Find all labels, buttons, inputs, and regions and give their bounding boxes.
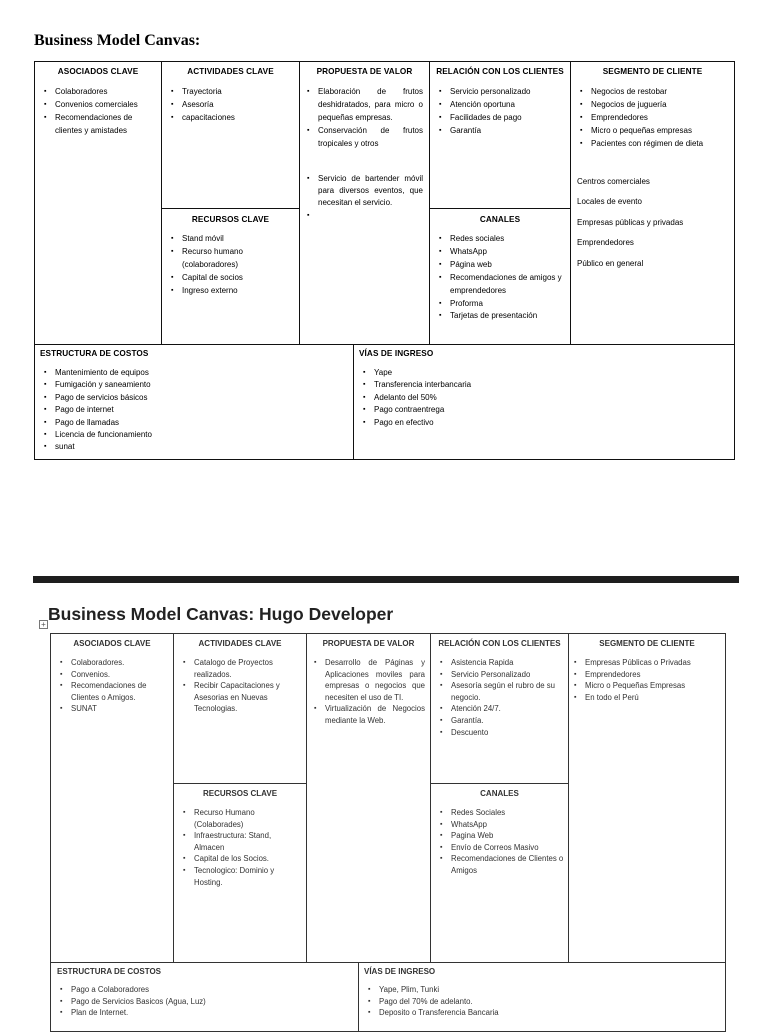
list-item: ▪ Atención oportuna	[450, 99, 570, 112]
list-item: ▪ Yape	[374, 367, 734, 379]
c2-actividades-list	[174, 657, 306, 715]
c2-vias-ingreso	[358, 962, 726, 1032]
list-item: ▪ Garantía	[450, 125, 570, 138]
list-item: ▪ Recibir Capacitaciones y Asesorias en Nuevas Tecnologias.	[194, 680, 302, 715]
list-item: ▪ Licencia de funcionamiento	[55, 429, 353, 441]
segment-line: Empresas públicas y privadas	[577, 217, 684, 227]
canvas2-title: Business Model Canvas: Hugo Developer	[48, 604, 394, 624]
list-item: ▪ Atención 24/7.	[451, 703, 564, 715]
c2-relacion-clientes	[430, 633, 569, 784]
list-item: ▪ Ingreso externo	[182, 285, 295, 298]
list-item: ▪ Empresas Públicas o Privadas	[585, 657, 725, 669]
c1-canales	[429, 208, 571, 345]
c1-segmento-extra	[571, 176, 734, 270]
c1-segmento-heading: SEGMENTO DE CLIENTE	[602, 67, 703, 76]
c1-recursos-clave	[161, 208, 300, 345]
c1-actividades-list	[162, 86, 299, 125]
list-item: ▪ Negocios de juguería	[591, 99, 734, 112]
c2-canales	[430, 783, 569, 963]
list-item: ▪ Deposito o Transferencia Bancaria	[379, 1007, 725, 1019]
list-item: ▪ Catalogo de Proyectos realizados.	[194, 657, 302, 680]
list-item: ▪ Tarjetas de presentación	[450, 310, 566, 323]
c1-recursos-heading: RECURSOS CLAVE	[191, 215, 270, 224]
list-item: ▪ Asistencia Rapida	[451, 657, 564, 669]
list-item: ▪ Tecnologico: Dominio y Hosting.	[194, 865, 302, 888]
c2-costos-heading: ESTRUCTURA DE COSTOS	[57, 967, 162, 976]
c2-ingresos-list	[359, 984, 725, 1019]
c2-asociados-clave	[50, 633, 174, 963]
list-item: ▪ Emprendedores	[585, 669, 725, 681]
c2-ingresos-heading: VÍAS DE INGRESO	[364, 967, 436, 976]
list-item: ▪ Pago en efectivo	[374, 417, 734, 429]
list-item: ▪ Recomendaciones de amigos y emprendedores	[450, 272, 566, 298]
canvas1-title: Business Model Canvas:	[34, 32, 201, 49]
list-item: ▪ Conservación de frutos tropicales y otros	[318, 125, 423, 151]
segment-line: Locales de evento	[577, 197, 642, 207]
list-item: ▪ capacitaciones	[182, 112, 299, 125]
c1-propuesta-list-2	[300, 173, 429, 222]
c1-propuesta-heading: PROPUESTA DE VALOR	[316, 67, 413, 76]
list-item: ▪ Recomendaciones de Clientes o Amigos	[451, 853, 564, 876]
c1-canales-heading: CANALES	[479, 215, 521, 224]
list-item: ▪ Asesoría	[182, 99, 299, 112]
c2-segmento-cliente	[568, 633, 726, 963]
list-item: ▪ Facilidades de pago	[450, 112, 570, 125]
list-item: ▪ En todo el Perú	[585, 692, 725, 704]
c2-estructura-costos	[50, 962, 359, 1032]
c2-costos-list	[51, 984, 358, 1019]
list-item: ▪ sunat	[55, 441, 353, 453]
c2-segmento-list	[569, 657, 725, 703]
list-item: ▪ Transferencia interbancaria	[374, 379, 734, 391]
c2-canales-list	[431, 807, 568, 877]
list-item: ▪ Descuento	[451, 727, 564, 739]
c2-propuesta-heading: PROPUESTA DE VALOR	[322, 639, 415, 648]
c1-segmento-list	[571, 86, 734, 151]
c1-costos-list	[35, 367, 353, 454]
c2-relacion-list	[431, 657, 568, 738]
list-item: ▪ Virtualización de Negocios mediante la Web.	[325, 703, 425, 726]
c2-recursos-list	[174, 807, 306, 888]
list-item: ▪ Servicio de bartender móvil para diversos eventos, que necesitan el servicio.	[318, 173, 423, 210]
list-item: ▪ Garantía.	[451, 715, 564, 727]
list-item: ▪ Stand móvil	[182, 233, 295, 246]
list-item: ▪ Pago de internet	[55, 404, 353, 416]
c1-propuesta-list	[300, 86, 429, 151]
list-item: ▪ SUNAT	[71, 703, 169, 715]
list-item: ▪ WhatsApp	[451, 819, 564, 831]
c2-asociados-list	[51, 657, 173, 715]
c2-actividades-heading: ACTIVIDADES CLAVE	[198, 639, 282, 648]
c1-costos-heading: ESTRUCTURA DE COSTOS	[40, 349, 149, 358]
list-item: ▪ Proforma	[450, 298, 566, 311]
list-item: ▪ Recurso Humano (Colaborades)	[194, 807, 302, 830]
c1-asociados-heading: ASOCIADOS CLAVE	[57, 67, 139, 76]
list-item: ▪ Desarrollo de Páginas y Aplicaciones moviles para empresas o negocios que necesiten el uso de TI.	[325, 657, 425, 703]
list-item: ▪ Fumigación y saneamiento	[55, 379, 353, 391]
c2-asociados-heading: ASOCIADOS CLAVE	[73, 639, 151, 648]
list-item: ▪ Convenios comerciales	[55, 99, 157, 112]
list-item: ▪ Pacientes con régimen de dieta	[591, 138, 734, 151]
list-item: ▪ Página web	[450, 259, 566, 272]
list-item: ▪ Convenios.	[71, 669, 169, 681]
list-item: ▪ Capital de los Socios.	[194, 853, 302, 865]
list-item: ▪ Colaboradores	[55, 86, 157, 99]
list-item: ▪ Recomendaciones de Clientes o Amigos.	[71, 680, 169, 703]
list-item: ▪ Colaboradores.	[71, 657, 169, 669]
list-item: ▪ Pago de llamadas	[55, 417, 353, 429]
c2-propuesta-list	[307, 657, 430, 727]
list-item: ▪ Elaboración de frutos deshidratados, para micro o pequeñas empresas.	[318, 86, 423, 125]
list-item: ▪ Pago de servicios básicos	[55, 392, 353, 404]
c2-recursos-heading: RECURSOS CLAVE	[202, 789, 278, 798]
list-item: ▪ Redes sociales	[450, 233, 566, 246]
list-item: ▪ Emprendedores	[591, 112, 734, 125]
list-item: ▪ Pagina Web	[451, 830, 564, 842]
c2-actividades-clave	[173, 633, 307, 784]
list-item: ▪ Pago a Colaboradores	[71, 984, 358, 996]
c1-actividades-heading: ACTIVIDADES CLAVE	[187, 67, 274, 76]
list-item: ▪ Pago contraentrega	[374, 404, 734, 416]
c2-segmento-heading: SEGMENTO DE CLIENTE	[599, 639, 695, 648]
list-item: ▪ Pago del 70% de adelanto.	[379, 996, 725, 1008]
c2-relacion-heading: RELACIÓN CON LOS CLIENTES	[438, 639, 561, 648]
list-item: ▪ Redes Sociales	[451, 807, 564, 819]
list-item: ▪ Recurso humano (colaboradores)	[182, 246, 295, 272]
c1-propuesta-valor	[299, 61, 430, 345]
c1-actividades-clave	[161, 61, 300, 209]
c1-recursos-list	[162, 233, 299, 298]
list-item: ▪ Capital de socios	[182, 272, 295, 285]
c1-vias-ingreso	[353, 344, 735, 460]
list-item: ▪ Recomendaciones de clientes y amistades	[55, 112, 157, 138]
list-item: ▪ Pago de Servicios Basicos (Agua, Luz)	[71, 996, 358, 1008]
list-item: ▪ Infraestructura: Stand, Almacen	[194, 830, 302, 853]
c1-relacion-heading: RELACIÓN CON LOS CLIENTES	[436, 67, 564, 76]
segment-line: Centros comerciales	[577, 176, 650, 186]
list-item: ▪ WhatsApp	[450, 246, 566, 259]
c1-relacion-clientes	[429, 61, 571, 209]
list-item: ▪ Envío de Correos Masivo	[451, 842, 564, 854]
c1-canales-list	[430, 233, 570, 323]
list-item: ▪ Negocios de restobar	[591, 86, 734, 99]
list-item: ▪ Adelanto del 50%	[374, 392, 734, 404]
list-item: ▪ Servicio personalizado	[450, 86, 570, 99]
c1-ingresos-list	[354, 367, 734, 429]
list-item: ▪ Plan de Internet.	[71, 1007, 358, 1019]
list-item: ▪ Micro o pequeñas empresas	[591, 125, 734, 138]
list-item: ▪ Servicio Personalizado	[451, 669, 564, 681]
c1-asociados-list	[35, 86, 161, 138]
segment-line: Emprendedores	[577, 238, 634, 248]
list-item: ▪ Yape, Plim, Tunki	[379, 984, 725, 996]
separator-bar	[33, 576, 739, 583]
c1-segmento-cliente	[570, 61, 735, 345]
c1-relacion-list	[430, 86, 570, 138]
list-item: ▪ Trayectoria	[182, 86, 299, 99]
segment-line: Público en general	[577, 258, 644, 268]
list-item: ▪ Micro o Pequeñas Empresas	[585, 680, 725, 692]
c1-estructura-costos	[34, 344, 354, 460]
c1-ingresos-heading: VÍAS DE INGRESO	[359, 349, 434, 358]
list-item: ▪ Mantenimiento de equipos	[55, 367, 353, 379]
list-item: ▪ Asesoría según el rubro de su negocio.	[451, 680, 564, 703]
c2-propuesta-valor	[306, 633, 431, 963]
expand-plus-icon[interactable]: +	[39, 620, 48, 629]
c2-recursos-clave	[173, 783, 307, 963]
list-item	[318, 210, 423, 222]
c2-canales-heading: CANALES	[480, 789, 519, 798]
c1-asociados-clave	[34, 61, 162, 345]
